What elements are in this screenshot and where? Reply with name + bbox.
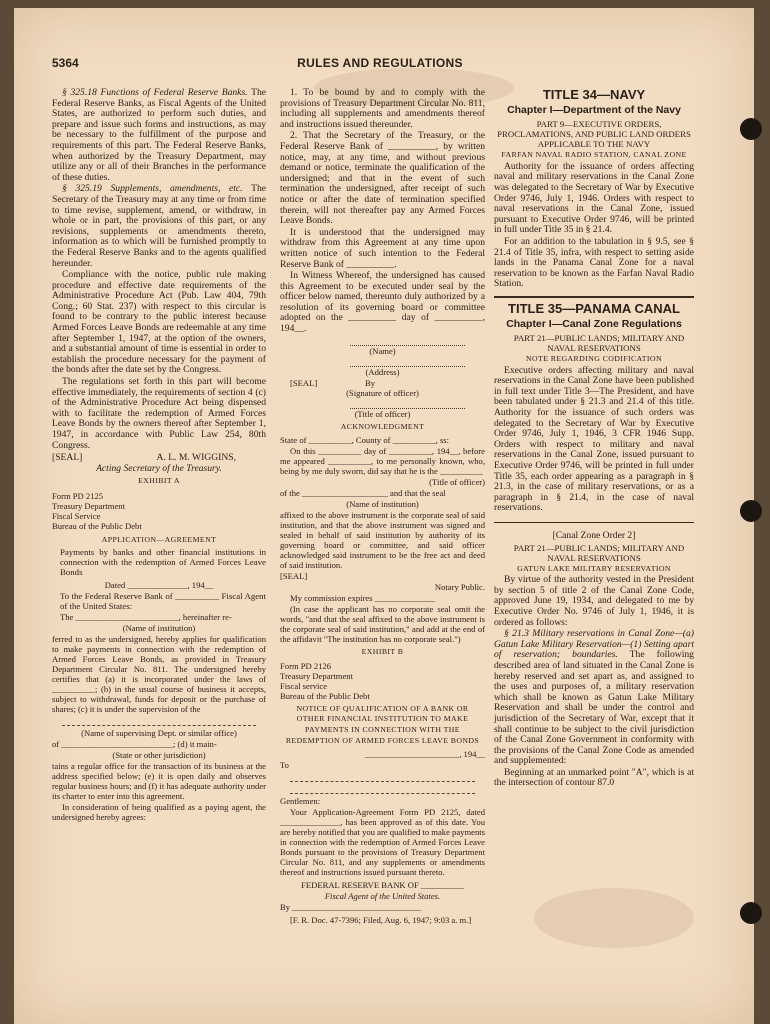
acknowledgment-heading: ACKNOWLEDGMENT	[340, 421, 425, 431]
paragraph: For an addition to the tabulation in § 9.5, see § 21.4 of Title 35, infra, with respect to setting aside lands in the Panama Canal Zone for a naval reservation to be known as the Farfan Naval Radio Station.	[494, 235, 694, 290]
section-325-18: § 325.18 Functions of Federal Reserve Banks. The Federal Reserve Banks, as Fiscal Agents of the United States, are authorized to perform such duties, and prepare and issue such forms and instructions, as may be necessary to the fulfillment of the purpose and requirements of this part. The Federal Reserve Banks, when authorized by the Treasury Department, may utilize any or all of their Branches in the performance of these duties.	[52, 87, 266, 183]
column-3	[494, 88, 694, 790]
form-lines	[280, 661, 485, 701]
to-label: To	[280, 760, 289, 771]
fill-line	[290, 784, 475, 794]
caption-address: (Address)	[365, 366, 400, 377]
commission-line: My commission expires ______________	[290, 593, 435, 604]
farfan-heading: FARFAN NAVAL RADIO STATION, CANAL ZONE	[501, 150, 687, 160]
fill-line	[62, 716, 256, 726]
fr-doc-citation: [F. R. Doc. 47-7396; Filed, Aug. 6, 1947; 9:03 a. m.]	[290, 915, 472, 926]
exhibit-a-heading: EXHIBIT A	[138, 476, 180, 486]
seal-mark: [SEAL]	[290, 377, 318, 388]
by-line: By ______________________________	[280, 902, 422, 913]
caption-name-institution: (Name of institution)	[346, 499, 419, 510]
form-line: Bureau of the Public Debt	[280, 690, 370, 701]
caption-name: (Name)	[369, 345, 396, 356]
binder-hole	[740, 118, 762, 140]
caption-title-officer: (Title of officer)	[354, 408, 411, 419]
fiscal-agent-caption: Fiscal Agent of the United States.	[324, 891, 441, 902]
form-line: Fiscal service	[280, 680, 328, 691]
form-line: Treasury Department	[280, 670, 353, 681]
column-2	[280, 88, 485, 926]
paragraph: Executive orders affecting military and naval reservations in the Canal Zone have been published in full text under Title 3—The President, and have been tabulated under § 21.3 and 21.4 of this title. Authority for the issuance of such orders was delegated to the Secretary of War by Executive Order 9746, July 1, 1946, 3 CFR 1946 Supp. Orders with respect to military and naval reservations in the Canal Zone, issued pursuant to Executive Order 9746, will be printed in full under Title 35, each order appearing as a paragraph in § 21.3, in the case of military reservations, or as a paragraph in § 21.4, in the case of naval reservations.	[494, 364, 694, 514]
addressee-line: To the Federal Reserve Bank of __________ Fiscal Agent of the United States:	[60, 590, 266, 611]
dated-line: Dated ______________, 194__	[104, 579, 214, 590]
fill-line	[290, 772, 475, 782]
signature-line	[350, 337, 465, 346]
officer-signature-row	[280, 378, 485, 388]
paragraph: 1. To be bound by and to comply with the provisions of Treasury Department Circular No. 811, including all supplements and amendments thereof and instructions issued thereunder.	[280, 87, 485, 130]
section-325-19: § 325.19 Supplements, amendments, etc. The Secretary of the Treasury may at any time or from time to time revise, supplement, amend, or withdraw, in whole or in part, the provisions of this part, or any revisions, supplements or amendments thereto, information as to which will be furnished promptly to the Federal Reserve Banks and to the agents qualified hereunder.	[52, 183, 266, 269]
caption-signature-officer: (Signature of officer)	[346, 387, 419, 398]
paragraph: Compliance with the notice, public rule making procedure and effective date requirements of the Administrative Procedure Act (Pub. Law 404, 79th Cong.; 60 Stat. 237) with respect to this circular is found to be contrary to the public interest because Armed Forces Leave Bonds are redeemable at any time after September 1, 1947, at the option of the owners, and a substantial amount of time is essential in order to establish the procedure necessary for the payment of the bonds after the date set by the Congress.	[52, 269, 266, 376]
column-1	[52, 88, 266, 823]
caption-supervising-dept: (Name of supervising Dept. or similar office)	[81, 727, 237, 738]
title-35-heading: TITLE 35—PANAMA CANAL	[508, 300, 680, 316]
caption-state: (State or other jurisdiction)	[112, 749, 206, 760]
form-line: Form PD 2125	[52, 490, 104, 501]
part-9-heading: PART 9—EXECUTIVE ORDERS, PROCLAMATIONS, AND PUBLIC LAND ORDERS APPLICABLE TO THE NAVY	[497, 119, 691, 150]
agreement-body: ferred to as the undersigned, hereby applies for qualification to make payments in connection with the redemption of Armed Forces Leave Bonds, as provided in Treasury Department Circular No. 811. The undersigned hereby certifies that (a) it is incorporated under the laws of __________; (b) in the usual course of business it accepts, subject to withdrawal, funds for deposit or the purchase of shares; (c) it is under the supervision of the	[52, 633, 266, 714]
acknowledgment-body: On this __________ day of __________, 194__, before me appeared __________, to me personally known, who, being by me duly sworn, did say that he is the __________	[280, 446, 485, 477]
notice-body: Your Application-Agreement Form PD 2125, dated ______________, has been approved as of this date. You are hereby notified that you are qualified to make payments in connection with the redemption of Armed Forces Leave Bonds pursuant to the provisions of Treasury Department Circular No. 811, and any supplements or amendments thereof and instructions issued pursuant thereto.	[280, 807, 485, 878]
seal-mark: [SEAL]	[52, 452, 83, 464]
paragraph: By virtue of the authority vested in the President by section 5 of title 2 of the Canal Zone Code, approved June 19, 1934, and delegated to me by Executive Order No. 9746 of July 1, 1946, it is ordered as follows:	[494, 574, 694, 628]
institution-line: The ________________________, hereinafter re-	[60, 611, 232, 622]
signer-title: Acting Secretary of the Treasury.	[96, 462, 222, 474]
gatun-heading: GATUN LAKE MILITARY RESERVATION	[517, 563, 671, 573]
payments-caption: Payments by banks and other financial institutions in connection with the redemption of Armed Forces Leave Bonds	[60, 546, 266, 577]
paragraph: 2. That the Secretary of the Treasury, or the Federal Reserve Bank of __________, by written notice, may, at any time, and without previous demand or notice, terminate the qualification of the undersigned; and that in the event of such termination the undersigned, after receipt of such notice or after the date of termination specified therein, will not thereafter pay any Armed Forces Leave Bonds.	[280, 130, 485, 227]
signature-line	[350, 400, 465, 409]
venue-line: State of __________, County of __________, ss:	[280, 435, 450, 446]
by-label: By	[364, 377, 375, 388]
agreement-body: tains a regular office for the transaction of its business at the address specified below; (e) it is open daily and observes regular business hours; and (f) it has adequate authority under its charter to enter into this agreement.	[52, 760, 266, 801]
exhibit-b-heading: EXHIBIT B	[361, 647, 404, 657]
date-line: ______________________, 194__	[364, 749, 485, 760]
binder-hole	[740, 902, 762, 924]
caption-title-officer: (Title of officer)	[429, 477, 485, 488]
agreement-body: In consideration of being qualified as a paying agent, the undersigned hereby agrees:	[52, 801, 266, 822]
acknowledgment-line: of the ____________________ and that the seal	[280, 488, 446, 499]
caption-name-institution: (Name of institution)	[122, 622, 196, 633]
form-lines	[52, 491, 266, 531]
acknowledgment-body: affixed to the above instrument is the corporate seal of said institution, and that the above instrument was signed and sealed in behalf of said institution by authority of its governing board or committee, and said officer acknowledged said instrument to be the free act and deed of said institution.	[280, 510, 485, 571]
paragraph: The regulations set forth in this part will become effective immediately, the requirements of section 4 (c) of the Administrative Procedure Act being dispensed with to facilitate the redemption of Armed Forces Leave Bonds by the owners thereof after September 1, 1947, in accordance with Public Law 254, 80th Congress.	[52, 376, 266, 451]
part-21-heading: PART 21—PUBLIC LANDS; MILITARY AND NAVAL RESERVATIONS	[513, 542, 685, 563]
salutation: Gentlemen:	[280, 796, 321, 807]
signer-name: A. L. M. WIGGINS,	[156, 452, 236, 464]
form-line: Bureau of the Public Debt	[52, 520, 142, 531]
form-line: Fiscal Service	[52, 510, 101, 521]
chapter-heading: Chapter I—Canal Zone Regulations	[506, 317, 682, 330]
page-header	[40, 56, 720, 76]
running-head: RULES AND REGULATIONS	[297, 56, 463, 70]
chapter-heading: Chapter I—Department of the Navy	[507, 103, 681, 116]
page-number: 5364	[52, 56, 79, 70]
codification-note-heading: NOTE REGARDING CODIFICATION	[526, 354, 662, 364]
jurisdiction-line: of __________________________; (d) it main-	[52, 738, 217, 749]
corporate-seal-note: (In case the applicant has no corporate seal omit the words, "and that the seal affixed to the above instrument is the corporate seal of said institution," and add at the end of the affidavit "The institution has no corporate seal.")	[280, 604, 485, 645]
paragraph: Authority for the issuance of orders affecting naval and military reservations in the Canal Zone was delegated to the Secretary of War by Executive Order 9746, July 1, 1946. Orders with respect to naval reservations in the Canal Zone, issued pursuant to Executive Order 9746, will be printed in full under Title 35 in § 21.4.	[494, 160, 694, 236]
paragraph: Beginning at an unmarked point "A", which is at the intersection of contour 87.0	[494, 766, 694, 789]
signature-line	[350, 358, 465, 367]
section-21-3: § 21.3 Military reservations in Canal Zone—(a) Gatun Lake Military Reservation—(1) Setting apart of reservation; boundaries. The following described area of land situated in the Canal Zone is hereby reserved and set apart as, and assigned to the uses and purposes of, a military reservation which shall be known as Gatun Lake Military Reservation and shall be under the control and jurisdiction of the Secretary of War, except that it shall continue to be subject to the civil jurisdiction of the Canal Zone Government in conformity with the provisions of the Canal Zone Code as amended and supplemented:	[494, 628, 694, 767]
form-line: Form PD 2126	[280, 660, 332, 671]
seal-mark: [SEAL]	[280, 571, 308, 582]
paragraph: It is understood that the undersigned may withdraw from this Agreement at any time upon written notice of such intention to the Federal Reserve Bank of __________.	[280, 226, 485, 270]
title-34-heading: TITLE 34—NAVY	[542, 87, 646, 102]
frb-signature-line: FEDERAL RESERVE BANK OF __________	[301, 880, 464, 891]
notice-heading: NOTICE OF QUALIFICATION OF A BANK OR OTHER FINANCIAL INSTITUTION TO MAKE PAYMENTS IN CONNECTION WITH THE REDEMPTION OF ARMED FORCES LEAVE BONDS	[285, 703, 480, 745]
paper-stain	[534, 888, 694, 948]
binder-hole	[740, 500, 762, 522]
divider	[494, 522, 694, 523]
notary-label: Notary Public.	[434, 582, 485, 593]
section-divider	[494, 296, 694, 298]
part-21-heading: PART 21—PUBLIC LANDS; MILITARY AND NAVAL RESERVATIONS	[513, 333, 685, 354]
form-line: Treasury Department	[52, 500, 125, 511]
canal-zone-order-label: [Canal Zone Order 2]	[552, 530, 636, 541]
paragraph: In Witness Whereof, the undersigned has caused this Agreement to be executed under seal by the officer below named, thereunto duly authorized by a resolution of its governing board or committee adopted on the __________ day of __________, 194__.	[280, 270, 485, 335]
application-agreement-heading: APPLICATION—AGREEMENT	[101, 534, 217, 544]
